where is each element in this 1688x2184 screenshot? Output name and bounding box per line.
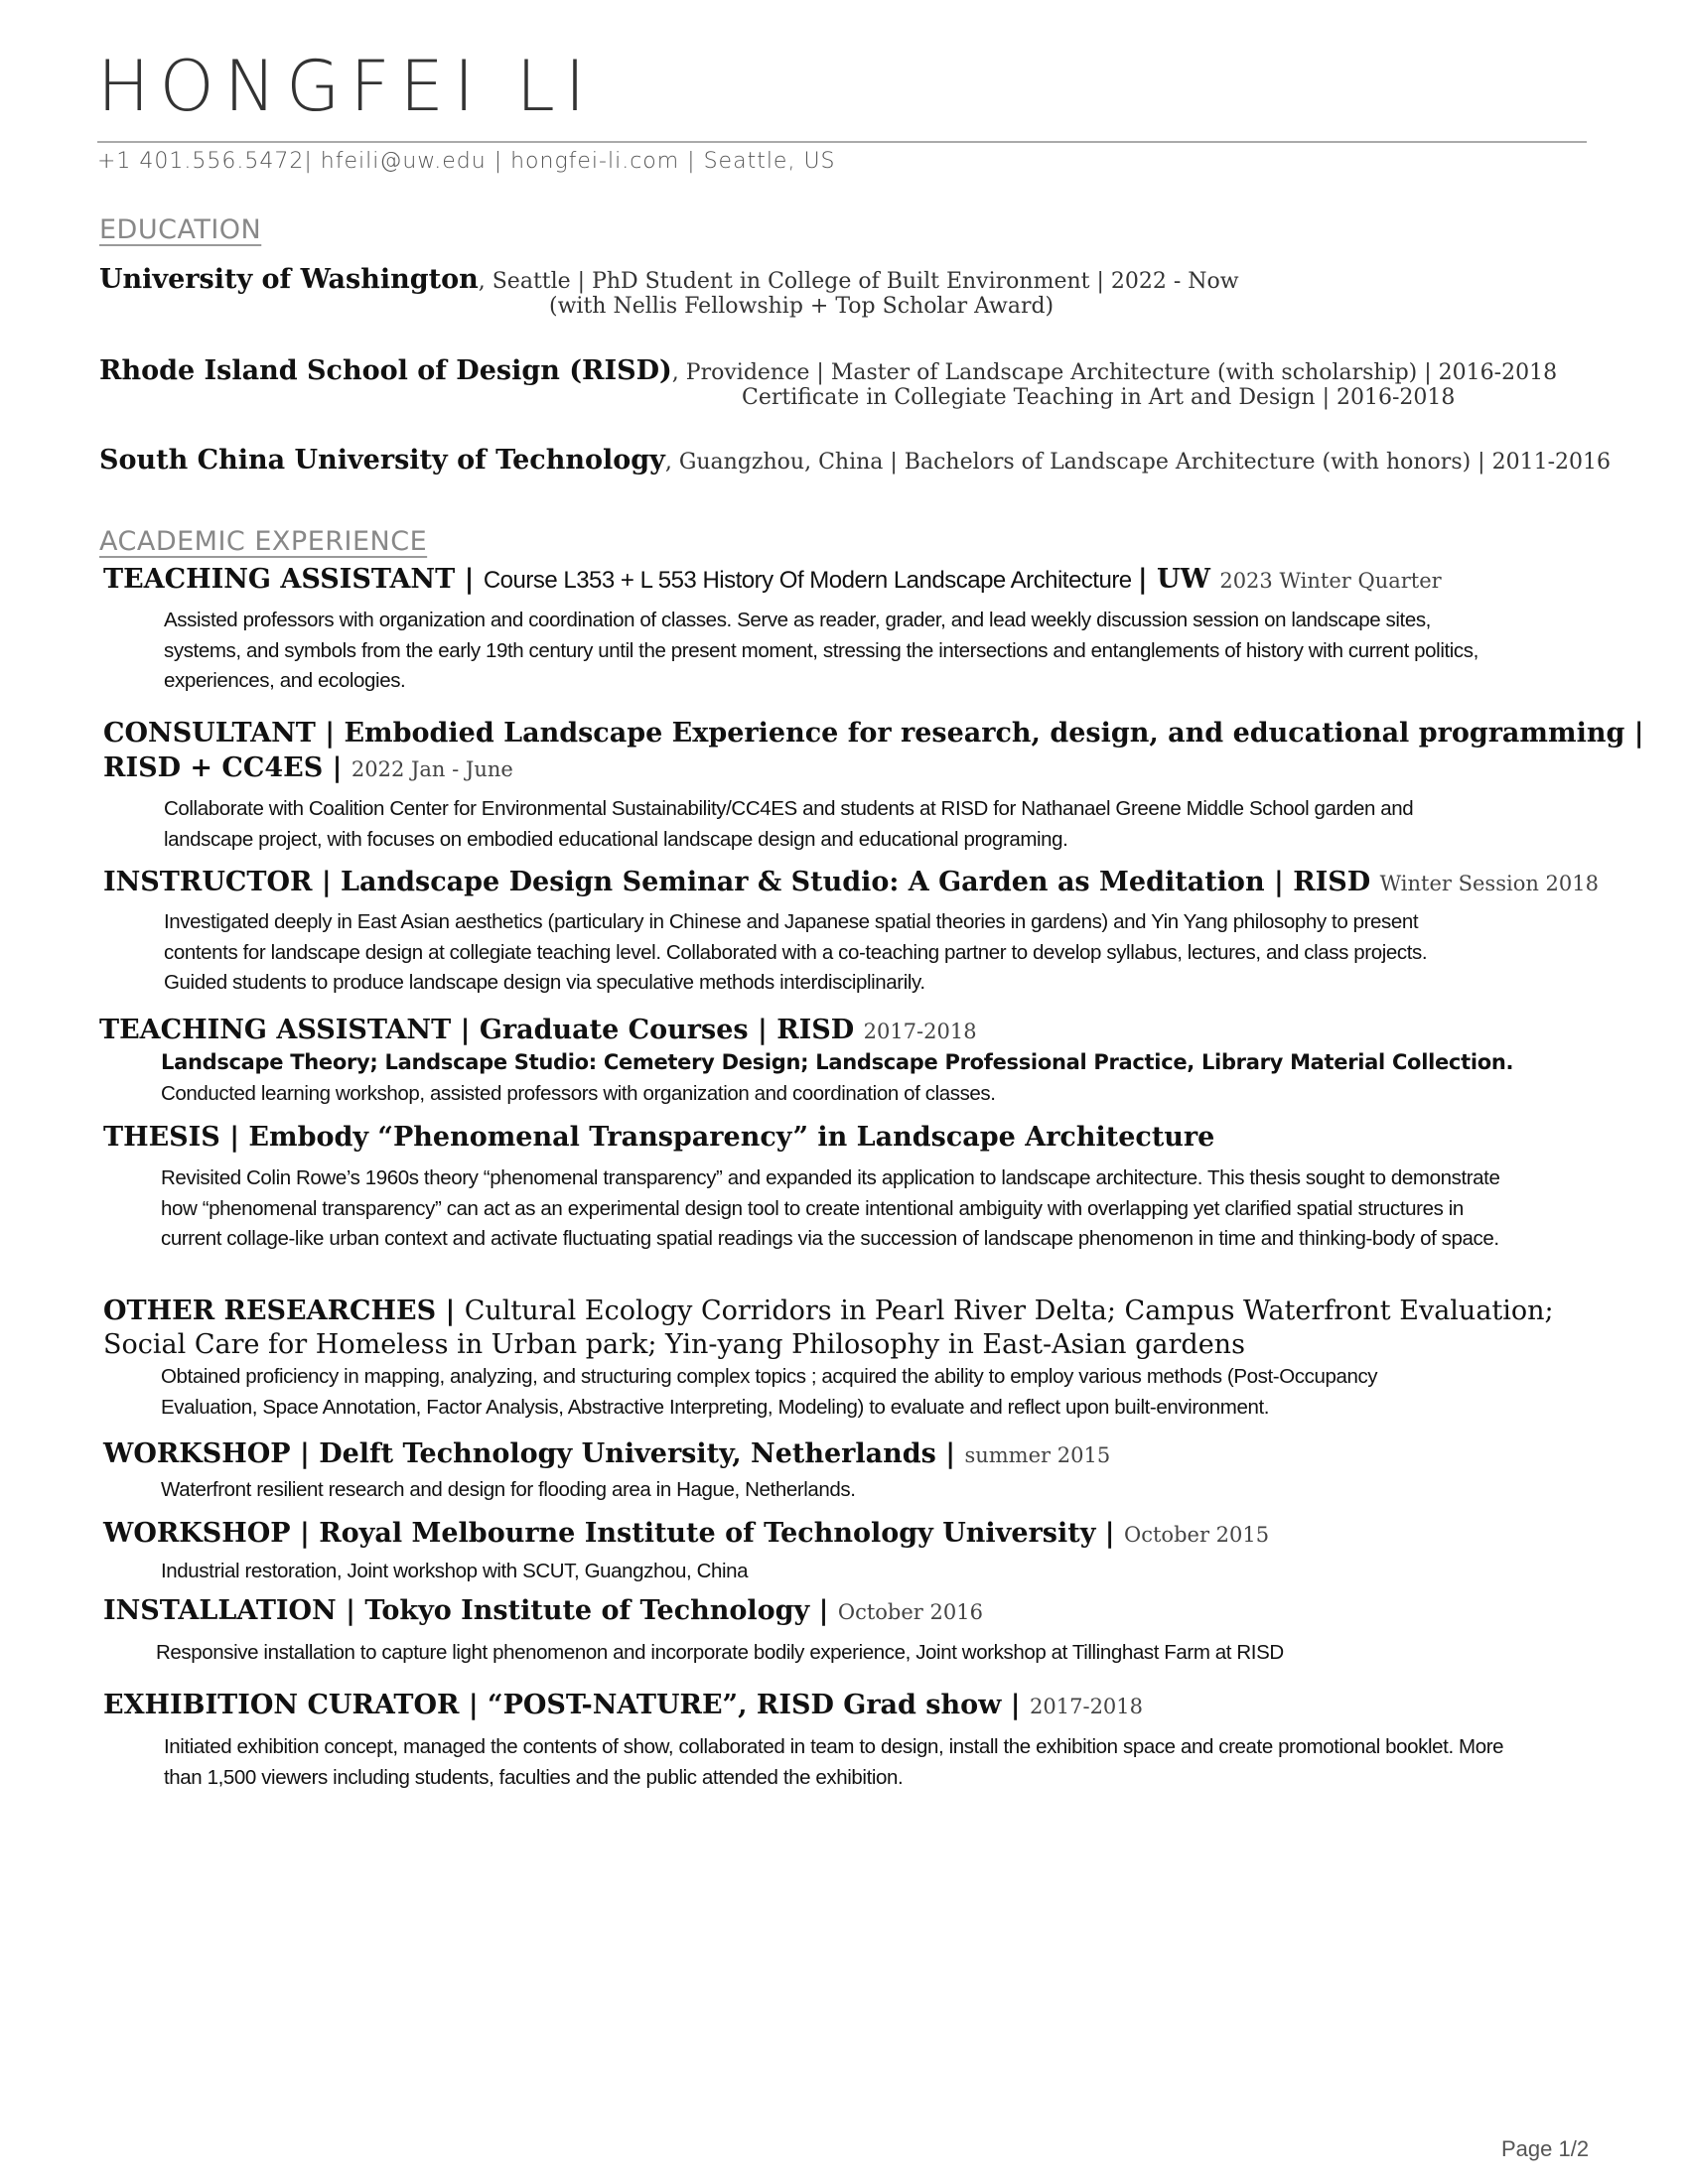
entry-description: Assisted professors with organization and coordination of classes. Serve as reader, grader, and lead weekly discussion session on landscape sites, systems, and symbols from the early 19th century until the present moment, stressing the intersections and entanglements of history with current politics, experiences, and ecologies. — [164, 609, 1478, 692]
page-number: Page 1/2 — [1501, 2136, 1590, 2161]
entry-topics: Social Care for Homeless in Urban park; Yin-yang Philosophy in East-Asian gardens — [103, 1329, 1245, 1360]
entry-role: WORKSHOP | Royal Melbourne Institute of Technology University | — [103, 1518, 1125, 1549]
school-detail: , Seattle | PhD Student in College of Built Environment | 2022 - Now — [478, 269, 1239, 294]
entry-org: RISD + CC4ES | — [103, 752, 352, 783]
entry-heading-cont — [103, 1328, 1245, 1362]
entry-date: October 2015 — [1124, 1523, 1270, 1547]
entry-course: Course L353 + L 553 History Of Modern Landscape Architecture — [483, 567, 1138, 594]
education-item — [99, 355, 1557, 386]
entry-date: summer 2015 — [964, 1443, 1111, 1467]
entry-heading — [103, 1594, 983, 1629]
entry-description: Initiated exhibition concept, managed the contents of show, collaborated in team to design, install the exhibition space and create promotional booklet. More than 1,500 viewers including students, faculties and the public attended the exhibition. — [164, 1735, 1504, 1789]
entry-description: Industrial restoration, Joint workshop with SCUT, Guangzhou, China — [161, 1560, 749, 1582]
school-detail: , Guangzhou, China | Bachelors of Landscape Architecture (with honors) | 2011-2016 — [664, 450, 1611, 475]
entry-heading-cont — [103, 751, 513, 786]
entry-heading — [103, 1517, 1269, 1552]
entry-date: 2022 Jan - June — [351, 757, 513, 781]
entry-role: CONSULTANT | Embodied Landscape Experience for research, design, and educational programming | — [103, 718, 1644, 749]
education-heading: EDUCATION — [99, 214, 262, 245]
entry-role: OTHER RESEARCHES | — [103, 1296, 465, 1326]
school-name: University of Washington — [99, 264, 479, 295]
entry-heading — [103, 1437, 1110, 1472]
entry-description: Collaborate with Coalition Center for Environmental Sustainability/CC4ES and students at RISD for Nathanael Greene Middle School garden and landscape project, with focuses on embodied educational landscape design and educational programing. — [164, 797, 1414, 851]
entry-date: Winter Session 2018 — [1379, 872, 1599, 895]
entry-date: October 2016 — [837, 1600, 983, 1624]
school-sub: (with Nellis Fellowship + Top Scholar Award) — [549, 294, 1055, 319]
entry-role: TEACHING ASSISTANT | Graduate Courses | RISD — [99, 1015, 864, 1045]
entry-heading — [103, 1295, 1554, 1328]
entry-role: WORKSHOP | Delft Technology University, Netherlands | — [103, 1438, 965, 1469]
entry-heading — [103, 866, 1599, 900]
academic-heading: ACADEMIC EXPERIENCE — [99, 526, 428, 557]
entry-role: EXHIBITION CURATOR | “POST-NATURE”, RISD Grad show | — [103, 1690, 1031, 1720]
entry-role: THESIS | Embody “Phenomenal Transparency” in Landscape Architecture — [103, 1122, 1215, 1153]
entry-date: 2017-2018 — [863, 1020, 977, 1043]
contact-line: +1 401.556.5472| hfeili@uw.edu | hongfei-li.com | Seattle, US — [97, 149, 836, 174]
entry-heading — [103, 1689, 1143, 1723]
entry-topics: Cultural Ecology Corridors in Pearl River Delta; Campus Waterfront Evaluation; — [464, 1296, 1554, 1326]
entry-description: Conducted learning workshop, assisted professors with organization and coordination of classes. — [161, 1082, 996, 1105]
entry-heading — [99, 1014, 977, 1048]
entry-role: TEACHING ASSISTANT | — [103, 564, 484, 595]
school-detail: , Providence | Master of Landscape Architecture (with scholarship) | 2016-2018 — [671, 360, 1558, 385]
header-divider — [97, 141, 1587, 143]
school-name: Rhode Island School of Design (RISD) — [99, 355, 672, 386]
entry-heading — [103, 1121, 1214, 1155]
entry-date: 2023 Winter Quarter — [1219, 569, 1442, 593]
entry-description: Revisited Colin Rowe’s 1960s theory “phenomenal transparency” and expanded its application to landscape architecture. This thesis sought to demonstrate how “phenomenal transparency” can act as an experimental design tool to create intentional ambiguity with overlapping yet clarified spatial structures in current collage-like urban context and activate fluctuating spatial readings via the succession of landscape phenomenon in time and thinking-body of space. — [161, 1166, 1500, 1250]
entry-heading — [103, 563, 1442, 598]
entry-date: 2017-2018 — [1030, 1695, 1144, 1718]
entry-role: INSTRUCTOR | Landscape Design Seminar & Studio: A Garden as Meditation | RISD — [103, 867, 1380, 897]
school-sub: Certificate in Collegiate Teaching in Art and Design | 2016-2018 — [742, 385, 1456, 410]
entry-heading — [103, 717, 1644, 751]
education-item — [99, 264, 1239, 295]
entry-description: Investigated deeply in East Asian aesthetics (particulary in Chinese and Japanese spatial theories in gardens) and Yin Yang philosophy to present contents for landscape design at collegiate teaching level. Collaborated with a co-teaching partner to develop syllabus, lectures, and class projects. Guided students to produce landscape design via speculative methods interdisciplinarily. — [164, 910, 1428, 994]
candidate-name: HONGFEI LI — [97, 46, 596, 127]
entry-description: Waterfront resilient research and design for flooding area in Hague, Netherlands. — [161, 1478, 856, 1501]
education-item — [99, 445, 1611, 476]
entry-description: Obtained proficiency in mapping, analyzing, and structuring complex topics ; acquired the ability to employ various methods (Post-Occupancy Evaluation, Space Annotation, Factor Analysis, Abstractive Interpreting, Modeling) to evaluate and reflect upon built-environment. — [161, 1365, 1378, 1419]
entry-courses: Landscape Theory; Landscape Studio: Cemetery Design; Landscape Professional Practice, Library Material Collection. — [161, 1050, 1514, 1074]
entry-org: | UW — [1137, 564, 1220, 595]
school-name: South China University of Technology — [99, 445, 665, 476]
entry-description: Responsive installation to capture light phenomenon and incorporate bodily experience, Joint workshop at Tillinghast Farm at RISD — [156, 1641, 1284, 1664]
entry-role: INSTALLATION | Tokyo Institute of Technology | — [103, 1595, 838, 1626]
